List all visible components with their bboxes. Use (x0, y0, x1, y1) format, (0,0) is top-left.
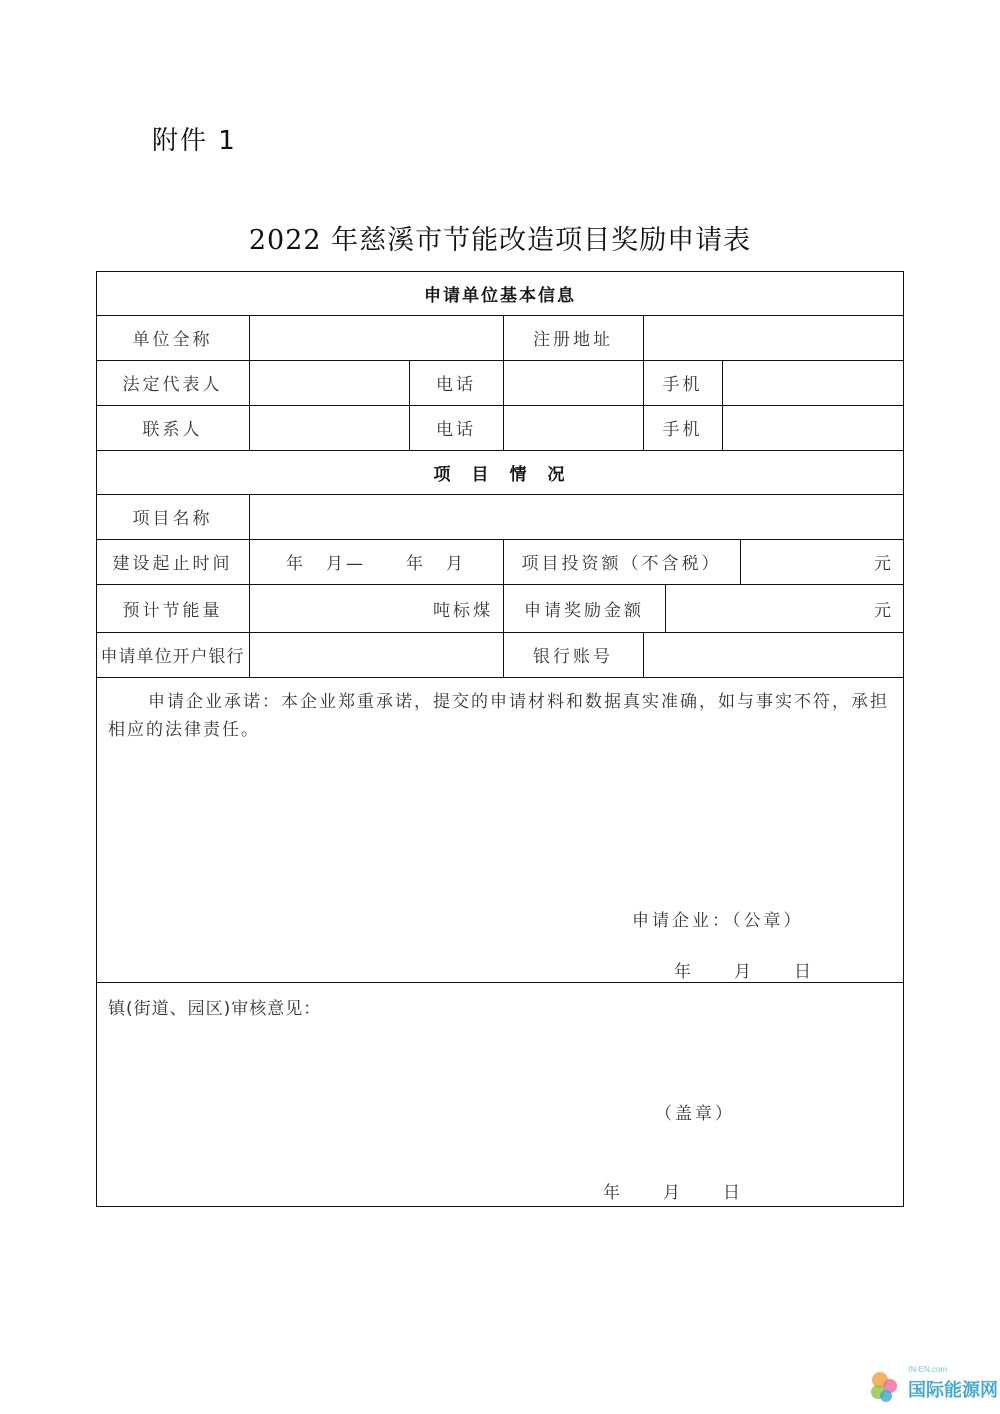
reg-address-label: 注册地址 (533, 330, 613, 350)
energy-saving-label: 预计节能量 (122, 600, 223, 621)
legal-rep-mobile-field[interactable] (722, 360, 904, 405)
row-divider (96, 982, 904, 983)
project-name-field[interactable] (249, 494, 904, 539)
review-date-line: 年 月 日 (603, 1183, 743, 1203)
account-field[interactable] (643, 632, 904, 677)
bank-label: 申请单位开户银行 (100, 647, 245, 667)
project-name-label: 项目名称 (132, 509, 213, 529)
construction-period-field[interactable]: 年 月— 年 月 (286, 554, 466, 574)
energy-saving-field[interactable]: 吨标煤 (433, 600, 493, 621)
investment-label: 项目投资额（不含税） (521, 554, 722, 574)
legal-rep-label: 法定代表人 (122, 375, 223, 395)
reward-amount-field[interactable]: 元 (874, 600, 894, 621)
legal-rep-phone-label: 电话 (436, 375, 476, 395)
contact-mobile-field[interactable] (722, 405, 904, 450)
review-seal-label: （盖章） (655, 1104, 735, 1124)
watermark-domain: IN-EN.com (908, 1365, 948, 1374)
unit-name-field[interactable] (249, 315, 503, 360)
watermark-text: 国际能源网 (908, 1380, 998, 1400)
form-title: 2022 年慈溪市节能改造项目奖励申请表 (248, 225, 752, 256)
section-project: 项 目 情 况 (433, 464, 567, 485)
reg-address-field[interactable] (643, 315, 904, 360)
attachment-label: 附件 1 (152, 126, 237, 156)
row-divider (96, 677, 904, 678)
investment-field[interactable]: 元 (874, 554, 894, 574)
applicant-seal-label: 申请企业：（公章） (632, 911, 804, 931)
account-label: 银行账号 (533, 647, 613, 667)
review-opinion-label: 镇(街道、园区)审核意见： (108, 999, 322, 1019)
bank-field[interactable] (249, 632, 503, 677)
contact-label: 联系人 (142, 420, 203, 440)
contact-mobile-label: 手机 (662, 420, 703, 440)
applicant-date-line: 年 月 日 (674, 962, 814, 982)
reward-amount-label: 申请奖励金额 (524, 600, 644, 621)
contact-phone-field[interactable] (503, 405, 643, 450)
unit-name-label: 单位全称 (132, 330, 213, 350)
section-basic-info: 申请单位基本信息 (424, 285, 576, 306)
legal-rep-mobile-label: 手机 (662, 375, 703, 395)
legal-rep-phone-field[interactable] (503, 360, 643, 405)
contact-phone-label: 电话 (436, 420, 476, 440)
pledge-statement: 申请企业承诺：本企业郑重承诺，提交的申请材料和数据真实准确，如与事实不符，承担相应的法律责任。 (108, 692, 889, 740)
legal-rep-field[interactable] (249, 360, 409, 405)
contact-field[interactable] (249, 405, 409, 450)
construction-period-label: 建设起止时间 (112, 554, 233, 574)
